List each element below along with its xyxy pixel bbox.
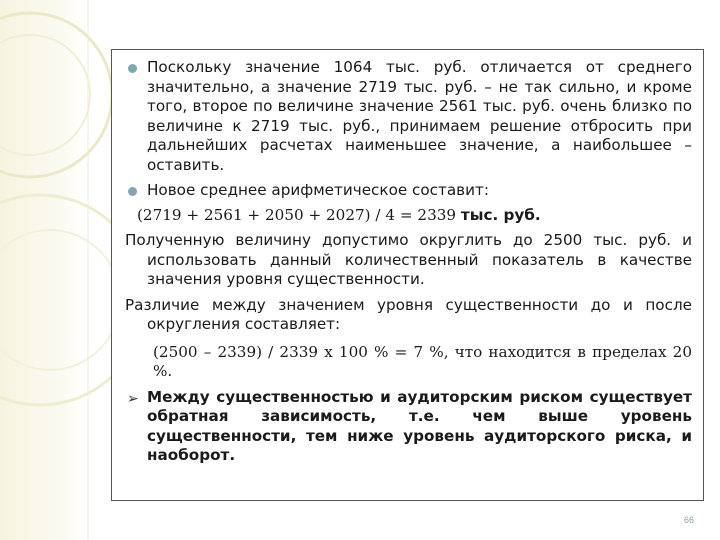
paragraph-rounding: Полученную величину допустимо округлить до 2500 тыс. руб. и использовать данный количественный показатель в качестве значения уровня существенности. [125,231,692,288]
arrow-paragraph [125,388,692,466]
bullet-text-2: Новое среднее арифметическое составит: [147,181,489,199]
circle-bullet-icon [128,64,137,73]
paragraph-difference: Различие между значением уровня существенности до и после округления составляет: [125,295,692,333]
arrow-paragraph-text: Между существенностью и аудиторским риском существует обратная зависимость, т.е. чем выше уровень существенности, тем ниже уровень аудиторского риска, и наоборот. [147,387,692,464]
page-number: 66 [684,515,695,525]
slide-content [125,58,692,466]
bullet-paragraph-2 [125,181,692,201]
formula-average [125,206,692,226]
bullet-paragraph-1 [125,58,692,175]
circle-bullet-icon [128,187,137,196]
formula-average-unit: тыс. руб. [460,205,541,224]
formula-average-expr: (2719 + 2561 + 2050 + 2027) / 4 = 2339 [137,205,461,224]
formula-difference: (2500 – 2339) / 2339 х 100 % = 7 %, что находится в пределах 20 %. [153,342,692,380]
bullet-text-1: Поскольку значение 1064 тыс. руб. отличается от среднего значительно, а значение 2719 тыс. руб. – не так сильно, и кроме того, второе по величине значение 2561 тыс. руб. очень близко по величине к 2719 тыс. руб., принимаем решение отбросить при дальнейших расчетах наименьшее значение, а наибольшее – оставить. [147,58,692,174]
arrow-bullet-icon: ➢ [127,390,139,407]
